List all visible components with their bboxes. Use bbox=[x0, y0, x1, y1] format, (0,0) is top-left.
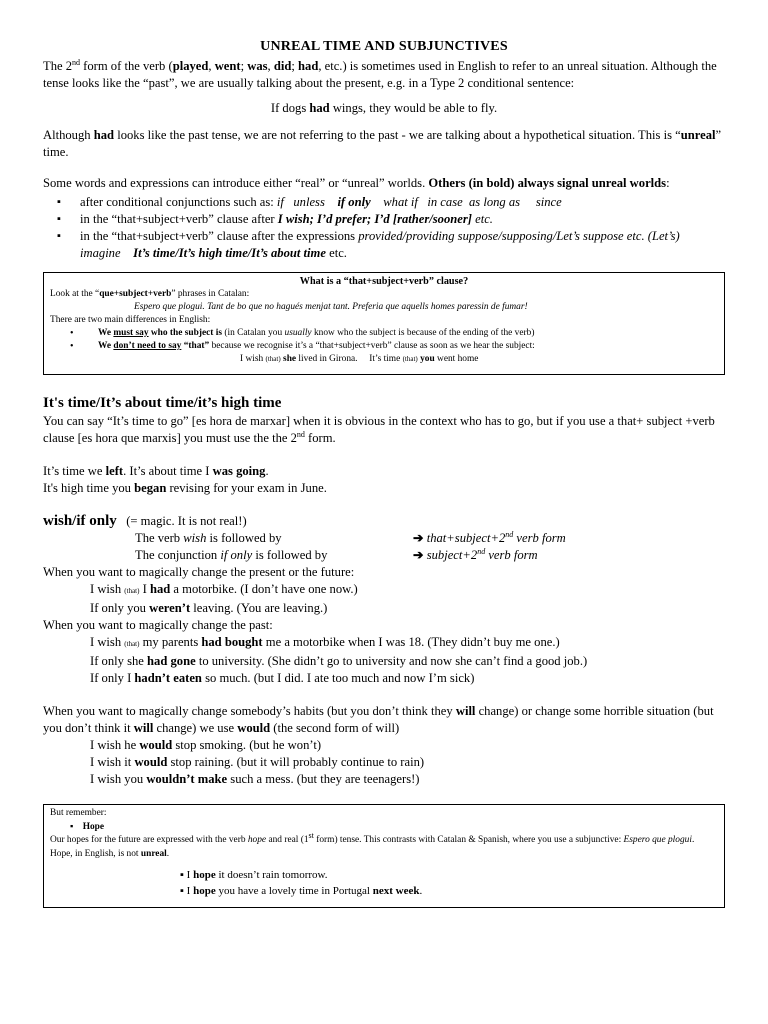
worksheet-page bbox=[43, 38, 725, 908]
conditional-example: If dogs had wings, they would be able to fly. bbox=[270, 101, 498, 115]
habit-example: I wish he would stop smoking. (but he won’t) bbox=[90, 738, 322, 752]
past-intro: When you want to magically change the past: bbox=[43, 618, 273, 632]
list-item-wish: ▪ in the “that+subject+verb” clause after I wish; I’d prefer; I’d [rather/sooner] etc. bbox=[43, 211, 725, 228]
list-item-conjunctions: ▪ after conditional conjunctions such as: if unless if only what if in case as long as since bbox=[43, 194, 725, 211]
past-example: If only I hadn’t eaten so much. (but I did. I ate too much and now I’m sick) bbox=[90, 671, 475, 685]
list-item-expressions: ▪ in the “that+subject+verb” clause after the expressions provided/providing suppose/supposing/Let’s suppose etc. (Let’s) imagine It’s time/It’s high time/It’s about time etc. bbox=[43, 228, 725, 262]
habit-example: I wish it would stop raining. (but it will probably continue to rain) bbox=[90, 755, 425, 769]
arrow-icon: ➔ bbox=[413, 531, 424, 545]
hope-explanation: Our hopes for the future are expressed with the verb hope and real (1st form) tense. This contrasts with Catalan & Spanish, where you use a subjunctive: Espero que plogui. Hope, in English, is not unreal. bbox=[50, 830, 695, 859]
hope-example: ▪ I hope it doesn’t rain tomorrow. bbox=[180, 869, 328, 881]
difference-item: • We don’t need to say “that” because we recognise it’s a “that+subject+verb” clause as soon as we hear the subject: bbox=[50, 340, 718, 353]
difference-item: • We must say who the subject is (in Catalan you usually know who the subject is because of the ending of the verb) bbox=[50, 327, 718, 340]
square-bullet-icon: ▪ bbox=[70, 821, 74, 832]
if-only-rule: The conjunction if only is followed by ➔ subject+2nd verb form bbox=[135, 546, 538, 562]
real-unreal-paragraph: Some words and expressions can introduce either “real” or “unreal” worlds. Others (in bold) always signal unreal worlds: bbox=[43, 176, 670, 190]
section-heading-its-time: It's time/It’s about time/it’s high time bbox=[43, 395, 282, 411]
square-bullet-icon: ▪ bbox=[180, 869, 184, 881]
remember-label: But remember: bbox=[50, 808, 107, 818]
present-example: I wish (that) I had a motorbike. (I don’t have one now.) bbox=[90, 582, 358, 596]
section-heading-wish: wish/if only bbox=[43, 513, 117, 529]
that-omitted-examples: I wish (that) she lived in Girona. It’s time (that) you went home bbox=[240, 354, 479, 364]
past-example: I wish (that) my parents had bought me a motorbike when I was 18. (They didn’t buy me one.) bbox=[90, 635, 560, 649]
square-bullet-icon: ▪ bbox=[180, 885, 184, 897]
hope-heading: ▪ Hope bbox=[70, 821, 105, 832]
hypothetical-paragraph: Although had looks like the past tense, we are not referring to the past - we are talking about a hypothetical situation. This is “unreal” time. bbox=[43, 128, 722, 159]
past-example: If only she had gone to university. (She didn’t go to university and now she can’t find a good job.) bbox=[90, 654, 588, 668]
its-time-paragraph: You can say “It’s time to go” [es hora de marxar] when it is obvious in the context who has to go, but if you use a that+ subject +verb clause [es hora que marxis] you must use the the 2nd form. bbox=[43, 414, 715, 445]
differences-list bbox=[50, 327, 718, 353]
catalan-examples: Espero que plogui. Tant de bo que no hagués menjat tant. Preferia que aquells homes paressin de fumar! bbox=[134, 302, 528, 312]
hope-box bbox=[43, 804, 725, 908]
intro-paragraph: The 2nd form of the verb (played, went; was, did; had, etc.) is sometimes used in English to refer to an unreal situation. Although the tense looks like the “past”, we are usually talking about the present, e.g. in a Type 2 conditional sentence: bbox=[43, 57, 717, 90]
arrow-icon: ➔ bbox=[413, 548, 424, 562]
its-time-example: It’s time we left. It’s about time I was going. bbox=[43, 464, 269, 478]
habit-example: I wish you wouldn’t make such a mess. (but they are teenagers!) bbox=[90, 772, 420, 786]
habits-paragraph: When you want to magically change somebody’s habits (but you don’t think they will change) or change some horrible situation (but you don’t think it will change) we use would (the second form of will) bbox=[43, 704, 714, 735]
high-time-example: It's high time you began revising for your exam in June. bbox=[43, 481, 327, 495]
that-clause-box bbox=[43, 272, 725, 375]
wish-rule: The verb wish is followed by ➔ that+subject+2nd verb form bbox=[135, 529, 566, 545]
hope-example: ▪ I hope you have a lovely time in Portugal next week. bbox=[180, 885, 423, 897]
wish-heading-line: wish/if only (= magic. It is not real!) bbox=[43, 513, 247, 529]
two-differences-line: There are two main differences in English: bbox=[50, 315, 211, 325]
present-intro: When you want to magically change the present or the future: bbox=[43, 565, 355, 579]
box-title: What is a “that+subject+verb” clause? bbox=[299, 276, 469, 287]
signal-list bbox=[43, 194, 725, 262]
page-title: UNREAL TIME AND SUBJUNCTIVES bbox=[260, 39, 508, 54]
present-example: If only you weren’t leaving. (You are leaving.) bbox=[90, 601, 328, 615]
box-look-line: Look at the “que+subject+verb” phrases in Catalan: bbox=[50, 289, 250, 299]
